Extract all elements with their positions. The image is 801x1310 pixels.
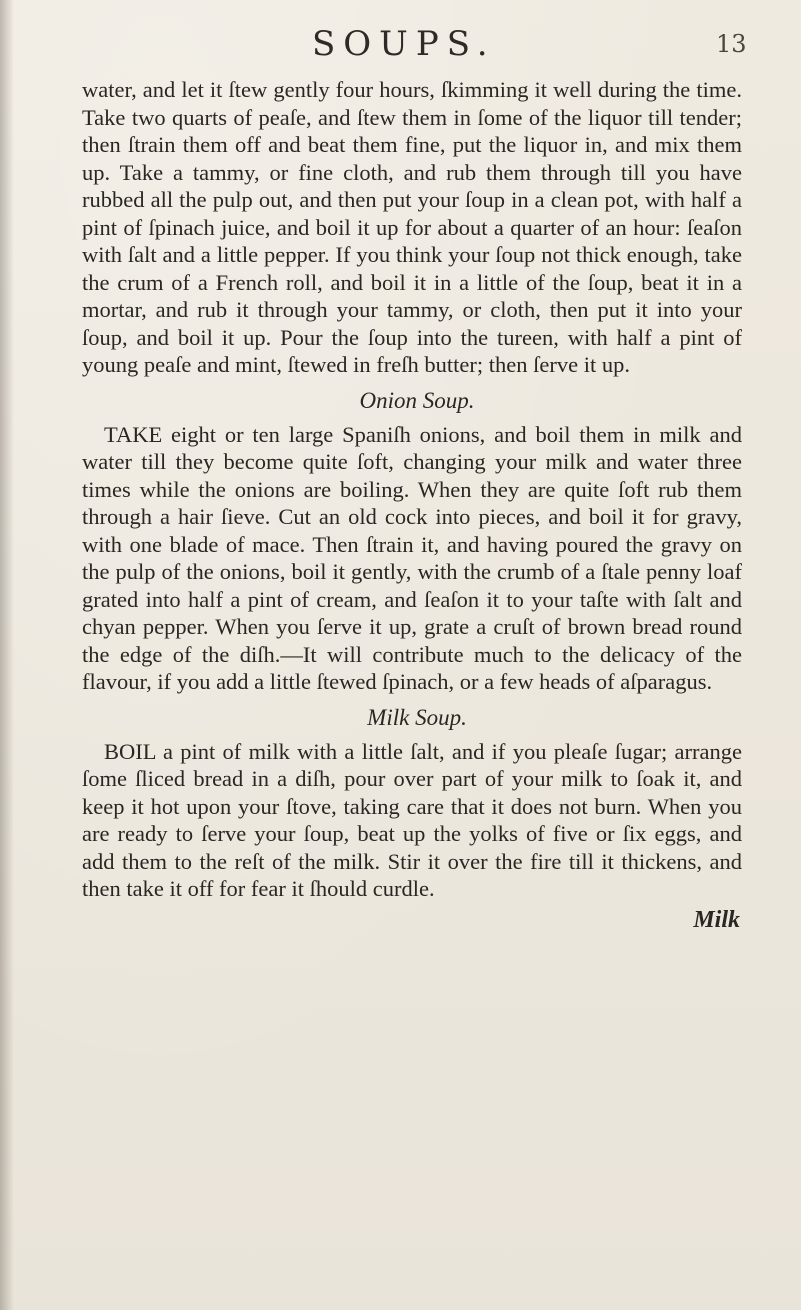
page-body xyxy=(82,76,742,935)
page-gutter-shadow xyxy=(0,0,14,1310)
page-number: 13 xyxy=(716,30,747,58)
running-head: SOUPS. xyxy=(312,24,496,64)
paragraph-continued: water, and let it ſtew gently four hours, ſkimming it well during the time. Take two quarts of peaſe, and ſtew them in ſome of the liquor till tender; then ſtrain them off and beat them fine, put the liquor in, and mix them up. Take a tammy, or fine cloth, and rub them through till you have rubbed all the pulp out, and then put your ſoup in a clean pot, with half a pint of ſpinach juice, and boil it up for about a quarter of an hour: ſeaſon with ſalt and a little pepper. If you think your ſoup not thick enough, take the crum of a French roll, and boil it in a little of the ſoup, beat it in a mortar, and rub it through your tammy, or cloth, then put it into your ſoup, and boil it up. Pour the ſoup into the tureen, with half a pint of young peaſe and mint, ſtewed in freſh butter; then ſerve it up. xyxy=(82,77,742,377)
catchword: Milk xyxy=(693,906,740,933)
section-title: Onion Soup. xyxy=(359,387,475,413)
section-heading-milk-soup xyxy=(82,704,742,732)
section-body-onion-soup: TAKE eight or ten large Spaniſh onions, and boil them in milk and water till they become quite ſoft, changing your milk and water three times while the onions are boiling. When they are quite ſoft rub them through a hair ſieve. Cut an old cock into pieces, and boil it for gravy, with one blade of mace. Then ſtrain it, and having poured the gravy on the pulp of the onions, boil it gently, with the crumb of a ſtale penny loaf grated into half a pint of cream, and ſeaſon it to your taſte with ſalt and chyan pepper. When you ſerve it up, grate a cruſt of brown bread round the edge of the diſh.—It will contribute much to the delicacy of the flavour, if you add a little ſtewed ſpinach, or a few heads of aſparagus. xyxy=(82,421,742,694)
section-heading-onion-soup xyxy=(82,387,742,415)
page-header xyxy=(0,18,801,68)
section-title: Milk Soup. xyxy=(367,704,467,730)
section-body-milk-soup: BOIL a pint of milk with a little ſalt, and if you pleaſe ſugar; arrange ſome ſliced bread in a diſh, pour over part of your milk to ſoak it, and keep it hot upon your ſtove, taking care that it does not burn. When you are ready to ſerve your ſoup, beat up the yolks of five or ſix eggs, and add them to the reſt of the milk. Stir it over the fire till it thickens, and then take it off for fear it ſhould curdle. xyxy=(82,738,742,901)
